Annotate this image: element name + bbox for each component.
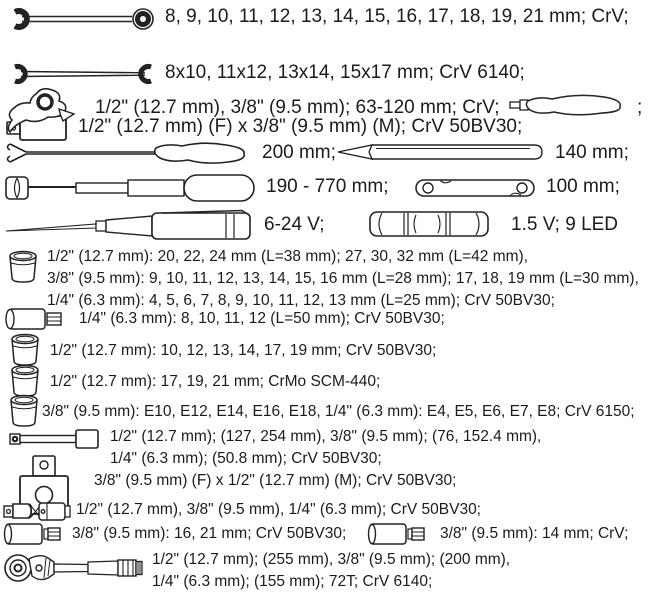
- spinner-handle-icon: [508, 92, 626, 118]
- spec-text: 6-24 V;: [264, 214, 325, 235]
- spark-plug-socket-icon: [2, 522, 64, 546]
- voltage-tester-icon: [4, 209, 256, 243]
- row-oil-filter-wrench: [0, 84, 661, 138]
- clip-remover-icon: [4, 140, 250, 166]
- row-open-end-wrench-set: [0, 30, 661, 83]
- spec-text: 140 mm;: [555, 142, 629, 163]
- spec-text: 1/2" (12.7 mm): 20, 22, 24 mm (L=38 mm); 27, 30, 32 mm (L=42 mm),: [47, 248, 529, 265]
- combination-wrench-icon: [8, 6, 158, 32]
- spec-text: 1/4" (6.3 mm); (155 mm); 72T; CrV 6140;: [152, 573, 433, 590]
- oil-filter-wrench-icon: [2, 84, 90, 136]
- row-clip-remover: [0, 138, 661, 168]
- spec-text-block: [47, 246, 639, 312]
- spec-text: 1/2" (12.7 mm); (127, 254 mm), 3/8" (9.5 mm); (76, 152.4 mm),: [110, 428, 542, 445]
- deep-socket-icon: [3, 307, 67, 331]
- spec-text: ;: [637, 97, 643, 118]
- flashlight-icon: [368, 209, 490, 239]
- spec-text: 1/4" (6.3 mm); (50.8 mm); CrV 50BV30;: [110, 450, 382, 467]
- spec-text: 100 mm;: [546, 176, 620, 197]
- spec-text: 1/2" (12.7 mm), 3/8" (9.5 mm), 1/4" (6.3 mm); CrV 50BV30;: [76, 501, 481, 518]
- socket-icon: [8, 250, 38, 284]
- spec-text-block: [152, 549, 510, 593]
- spec-text: 1/2" (12.7 mm): 17, 19, 21 mm; CrMo SCM-440;: [50, 373, 381, 390]
- scriber-icon: [336, 142, 546, 162]
- spark-plug-socket-icon: [366, 522, 428, 546]
- extension-bar-icon: [8, 428, 100, 450]
- spec-text: 8, 9, 10, 11, 12, 13, 14, 15, 16, 17, 18, 19, 21 mm; CrV;: [165, 6, 629, 27]
- spec-text: 3/8" (9.5 mm): E10, E12, E14, E16, E18, 1/4" (6.3 mm): E4, E5, E6, E7, E8; CrV 6150;: [42, 403, 635, 420]
- row-combination-wrench-set: [0, 0, 661, 32]
- spec-text: 3/8" (9.5 mm) (F) x 1/2" (12.7 mm) (M); CrV 50BV30;: [94, 472, 457, 489]
- ratchet-icon: [2, 549, 144, 587]
- spec-text: 1/2" (12.7 mm); (255 mm), 3/8" (9.5 mm); (200 mm),: [152, 551, 511, 568]
- spec-text: 190 - 770 mm;: [266, 176, 389, 197]
- spec-text: 1/4" (6.3 mm): 8, 10, 11, 12 (L=50 mm); CrV 50BV30;: [79, 310, 445, 327]
- mini-wrench-icon: [414, 175, 538, 201]
- spec-text: 1/2" (12.7 mm) (F) x 3/8" (9.5 mm) (M); CrV 50BV30;: [78, 116, 523, 137]
- socket-icon: [10, 333, 40, 367]
- spec-text: 3/8" (9.5 mm): 14 mm; CrV;: [440, 525, 629, 542]
- spec-text: 1/2" (12.7 mm): 10, 12, 13, 14, 17, 19 mm; CrV 50BV30;: [50, 342, 437, 359]
- spec-text: 3/8" (9.5 mm): 16, 21 mm; CrV 50BV30;: [72, 525, 347, 542]
- spec-text: 1/2" (12.7 mm), 3/8" (9.5 mm); 63-120 mm; CrV;: [95, 97, 500, 118]
- spec-text: 1.5 V; 9 LED: [511, 214, 619, 235]
- spec-text: 3/8" (9.5 mm): 9, 10, 11, 12, 13, 14, 15, 16 mm (L=28 mm); 17, 18, 19 mm (L=30 mm),: [47, 270, 639, 287]
- spec-text: 1/4" (6.3 mm): 4, 5, 6, 7, 8, 9, 10, 11, 12, 13 mm (L=25 mm); CrV 50BV30;: [47, 292, 555, 309]
- row-ratchet-handle-set: [0, 546, 661, 596]
- spec-text: 8x10, 11x12, 13x14, 15x17 mm; CrV 6140;: [165, 62, 525, 83]
- e-socket-icon: [9, 394, 39, 428]
- row-universal-joint-set: [0, 496, 661, 524]
- row-spark-plug-socket: [0, 521, 661, 547]
- spec-text: 200 mm;: [262, 142, 336, 163]
- row-voltage-tester: [0, 207, 661, 247]
- row-telescopic-pickup-tool: [0, 170, 661, 206]
- row-deep-socket-set: [0, 306, 661, 332]
- row-socket-set: [0, 244, 661, 314]
- telescopic-pickup-icon: [4, 171, 258, 205]
